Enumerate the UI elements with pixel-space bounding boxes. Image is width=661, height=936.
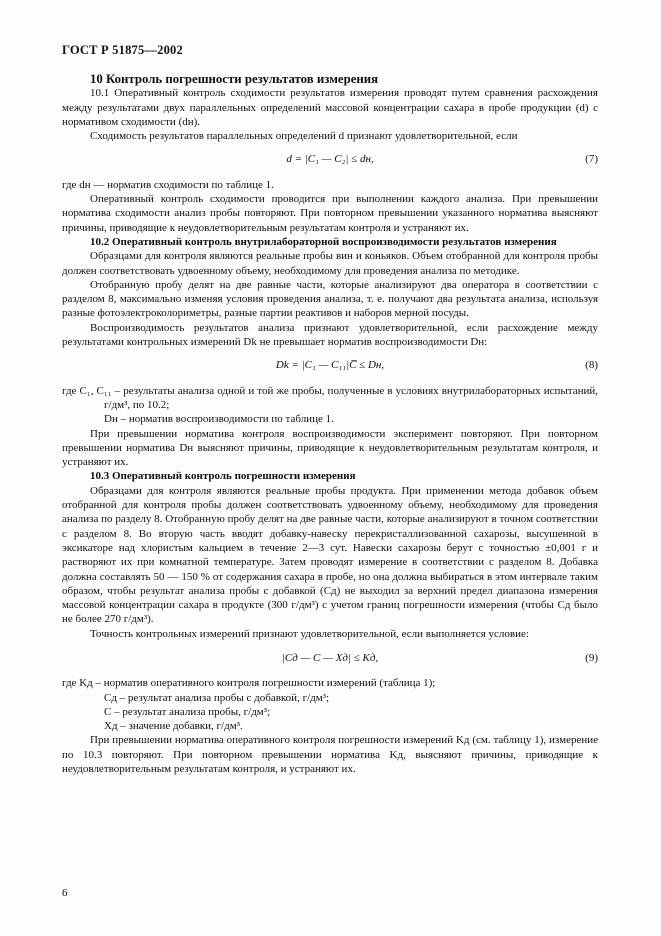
document-header: ГОСТ Р 51875—2002 [62, 43, 183, 57]
paragraph: Образцами для контроля являются реальные пробы вин и коньяков. Объем отобранной для контроля пробы должен соответствовать удвоенному объему, необходимому для проведения анализа по методике. [62, 250, 598, 277]
paragraph: Оперативный контроль сходимости проводится при выполнении каждого анализа. При превышении норматива сходимости анализ пробы повторяют. При повторном превышении указанного норматива выясняют причины, приводящие к неудовлетворительным результатам контроля и устраняют их. [62, 193, 598, 234]
paragraph: Отобранную пробу делят на две равные части, которые анализируют два оператора в соответствии с разделом 8, максимально изменяя условия проведения анализа, т. е. получают два результата анализа, используя разные фотоэлектроколориметры, разные партии реактивов и наборов мерной посуды. [62, 278, 598, 320]
paragraph: 10.1 Оперативный контроль сходимости результатов измерения проводят путем сравнения расхождения между результатами двух параллельных определений массовой концентрации сахара в пробе продукции (d) с нормативом сходимости (dн). [62, 87, 598, 128]
equation-7-formula: d = |C₁ — C₂| ≤ dн, [286, 153, 374, 166]
equation-9-formula: |Cд — C — Xд| ≤ Kд, [281, 651, 379, 664]
section-10-2-title: 10.2 Оперативный контроль внутрилабораторной воспроизводимости результатов измерения [90, 235, 557, 248]
equation-8-number: (8) [585, 359, 598, 372]
equation-7 [62, 152, 598, 166]
document-body [62, 72, 598, 776]
paragraph: Точность контрольных измерений признают удовлетворительной, если выполняется условие: [90, 627, 529, 640]
section-10-3-title: 10.3 Оперативный контроль погрешности измерения [90, 470, 356, 483]
definition: Cд – результат анализа пробы с добавкой, г/дм³; [104, 691, 330, 704]
definition: где Kд – норматив оперативного контроля погрешности измерений (таблица 1); [62, 677, 436, 690]
definition: где C₁, C₁₁ – результаты анализа одной и той же пробы, полученные в условиях внутрилабораторных испытаний, г/дм³, по 10.2; [62, 384, 598, 411]
page-number: 6 [62, 887, 68, 899]
equation-8 [62, 358, 598, 372]
paragraph: При превышении норматива контроля воспроизводимости эксперимент повторяют. При повторном превышении норматива Dн выясняют причины, приводящие к неудовлетворительным результатам контроля, и устраняют их. [62, 427, 598, 469]
paragraph: Образцами для контроля являются реальные пробы продукта. При применении метода добавок объем отобранной для контроля пробы должен соответствовать удвоенному объему, необходимому для проведения анализа по разделу 8. Отобранную пробу делят на две равные части, которые анализируют в точном соответствии с разделом 8. Во вторую часть вводят добавку-навеску перекристаллизованной сахарозы, высушенной в эксикаторе над хлористым кальцием в течение 2—3 сут. Навески сахарозы берут с точностью ±0,001 г и растворяют их при комнатной температуре. Затем проводят измерение в соответствии с разделом 8. Добавка должна составлять 50 — 150 % от содержания сахара в пробе, но она должна выбираться в этом интервале таким образом, чтобы результат анализа пробы с добавкой (Cд) не выходил за верхний предел диапазона измерения массовой концентрации сахара в продукте (300 г/дм³) с учетом границ погрешности измерения (чтобы Cд было не более 270 г/дм³). [62, 484, 598, 626]
equation-7-number: (7) [585, 153, 598, 166]
definition: Dн – норматив воспроизводимости по таблице 1. [104, 413, 334, 426]
paragraph: Воспроизводимость результатов анализа признают удовлетворительной, если расхождение между результатами контрольных измерений Dk не превышает норматив воспроизводимости Dн: [62, 321, 598, 349]
paragraph: где dн — норматив сходимости по таблице 1. [62, 178, 274, 191]
definition: C – результат анализа пробы, г/дм³; [104, 705, 271, 718]
equation-9-number: (9) [585, 651, 598, 664]
definition: Xд – значение добавки, г/дм³. [104, 720, 243, 733]
paragraph: При превышении норматива оперативного контроля погрешности измерений Kд (см. таблицу 1), измерение по 10.3 повторяют. При повторном превышении норматива Kд, выясняют причины, приводящие к неудовлетворительным результатам контроля, и устраняют их. [62, 734, 598, 776]
equation-8-formula: Dk = |C₁ — C₁₁|C̅ ≤ Dн, [275, 359, 385, 372]
paragraph: Сходимость результатов параллельных определений d признают удовлетворительной, если [90, 130, 518, 143]
equation-9 [62, 651, 598, 665]
section-10-title: 10 Контроль погрешности результатов измерения [90, 72, 379, 86]
